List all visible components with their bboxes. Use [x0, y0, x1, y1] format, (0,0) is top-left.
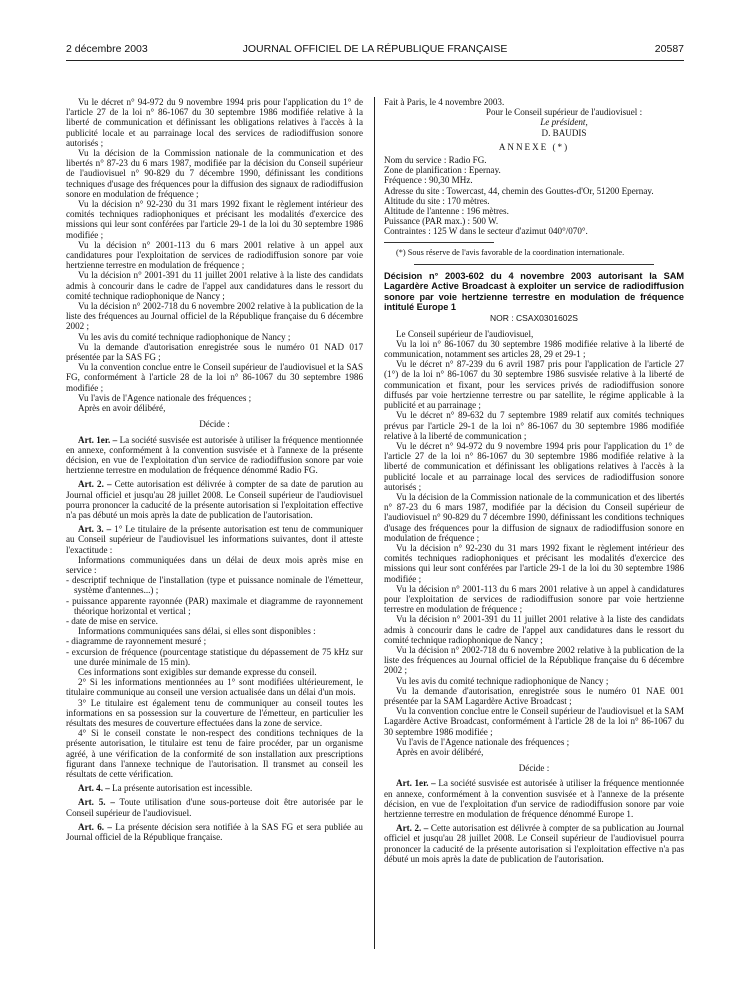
article-label: Art. 2. –: [396, 823, 429, 834]
article-label: Art. 2. –: [78, 479, 112, 490]
visa-paragraph: Vu l'avis de l'Agence nationale des fréquences ;: [396, 736, 570, 747]
article-4: [66, 783, 363, 793]
visa-paragraph: Vu la décision n° 92-230 du 31 mars 1992 fixant le règlement intérieur des comités techniques radiophoniques et précisant les modalités d'exercice des missions qui leur sont conférées par l'article 29-1 de la loi du 30 septembre 1986 modifiée ;: [66, 199, 363, 240]
visa-paragraph: Vu la décision n° 2001-113 du 6 mars 2001 relative à un appel aux candidatures pour l'exploitation de services de radiodiffusion sonore par voie hertzienne terrestre en modulation de fréquence ;: [66, 239, 363, 271]
annex-item: Nom du service : Radio FG.: [384, 155, 487, 166]
right-column: [384, 97, 684, 864]
article-text: Cette autorisation est délivrée à compter de sa date de parution au Journal officiel et jusqu'au 28 juillet 2008. Le Conseil supérieur de l'audiovisuel pourra prononcer la caducité de la présente autorisation si l'exploitation effective n'a pas débuté un mois après la date de publication de l'autorisation.: [66, 479, 364, 520]
article-text: 1° Le titulaire de la présente autorisation est tenu de communiquer au Conseil supérieur de l'audiovisuel les informations suivantes, dont il atteste l'exactitude :: [66, 524, 363, 555]
paragraph: 2° Si les informations mentionnées au 1° sont modifiées ultérieurement, le titulaire communique au conseil une version actualisée dans un délai d'un mois.: [66, 677, 363, 698]
footnote: (*) Sous réserve de l'avis favorable de la coordination internationale.: [396, 247, 625, 257]
signature-name: D. BAUDIS: [541, 127, 587, 138]
decide-heading: Décide :: [518, 763, 550, 774]
annex-item: Zone de planification : Epernay.: [384, 165, 501, 176]
annex-item: Altitude du site : 170 mètres.: [384, 195, 490, 206]
visa-paragraph: Vu la décision n° 2002-718 du 6 novembre 2002 relative à la publication de la liste des fréquences au Journal officiel de la République française du 6 décembre 2002 ;: [384, 644, 684, 676]
annex-item: Fréquence : 90,30 MHz.: [384, 175, 473, 186]
article-label: Art. 1er. –: [396, 778, 436, 789]
nor-reference: NOR : CSAX0301602S: [490, 313, 578, 324]
signature-role: Le président,: [540, 117, 588, 128]
visa-paragraph: Vu la demande d'autorisation enregistrée sous le numéro 01 NAD 017 présentée par la SAS FG ;: [66, 341, 363, 363]
paragraph: 3° Le titulaire est également tenu de communiquer au conseil toutes les informations en sa possession sur la couverture de l'émetteur, en particulier les résultats des mesures de couverture effectuées dans la zone de service.: [66, 697, 363, 728]
visa-paragraph: Vu la demande d'autorisation, enregistrée sous le numéro 01 NAE 001 présentée par la SAM Lagardère Active Broadcast ;: [384, 685, 684, 706]
decide-heading: Décide :: [199, 419, 230, 430]
deliberation: Après en avoir délibéré,: [78, 403, 166, 414]
visa-paragraph: Vu la décision de la Commission nationale de la communication et des libertés n° 87-23 du 6 mars 1987, modifiée par la décision du Conseil supérieur de l'audiovisuel n° 90-829 du 7 décembre 1990, définissant les conditions techniques d'usage des fréquences pour la diffusion des signaux de radiodiffusion sonore en modulation de fréquence ;: [66, 148, 363, 199]
article-label: Art. 3. –: [78, 524, 112, 535]
info-heading: Informations communiquées sans délai, si elles sont disponibles :: [78, 626, 316, 637]
visa-paragraph: Vu le décret n° 94-972 du 9 novembre 1994 pris pour l'application du 1° de l'article 27 de la loi n° 86-1067 du 30 septembre 1986 modifiée relative à la liberté de communication et définissant les obligations relatives à l'accès à la publicité locale et au parrainage local des services de radiodiffusion sonore autorisés ;: [384, 440, 684, 492]
visa-paragraph: Vu la convention conclue entre le Conseil supérieur de l'audiovisuel et la SAM Lagardère Active Broadcast, conformément à l'article 28 de la loi n° 86-1067 du 30 septembre 1986 modifiée ;: [384, 706, 684, 737]
article-5: [66, 797, 363, 817]
annex-item: Puissance (PAR max.) : 500 W.: [384, 216, 499, 227]
article-text: Toute utilisation d'une sous-porteuse doit être autorisée par le Conseil supérieur de l'audiovisuel.: [66, 797, 364, 818]
list-item: - puissance apparente rayonnée (PAR) maximale et diagramme de rayonnement théorique horizontal et vertical ;: [66, 595, 363, 616]
signature-for: Pour le Conseil supérieur de l'audiovisuel :: [485, 107, 643, 118]
visa-paragraph: Vu la décision n° 2001-113 du 6 mars 2001 relative à un appel à candidatures pour l'exploitation de services de radiodiffusion sonore par voie hertzienne terrestre en modulation de fréquence ;: [384, 583, 684, 615]
page-number: 20587: [654, 43, 684, 55]
article-1: [384, 778, 684, 819]
article-text: La présente décision sera notifiée à la SAS FG et sera publiée au Journal officiel de la République française.: [66, 821, 363, 843]
article-label: Art. 1er. –: [78, 434, 118, 445]
article-text: La société susvisée est autorisée à utiliser la fréquence mentionnée en annexe, conformément à la convention susvisée et à l'annexe de la présente décision, en vue de l'exploitation d'un service de radiodiffusion sonore par voie hertzienne terrestre en modulation de fréquence dénommé Europe 1.: [384, 778, 684, 820]
visa-paragraph: Vu la décision n° 2001-391 du 11 juillet 2001 relative à la liste des candidats admis à concourir dans le cadre de l'appel aux candidatures dans le ressort du comité technique radiophonique de Nancy ;: [66, 270, 363, 301]
annex-item: Contraintes : 125 W dans le secteur d'azimut 040°/070°.: [384, 226, 588, 237]
article-2: [66, 479, 363, 520]
visa-paragraph: Vu le décret n° 94-972 du 9 novembre 1994 pris pour l'application du 1° de l'article 27 de la loi n° 86-1067 du 30 septembre 1986 modifiée relative à la liberté de communication et définissant les obligations relatives à l'accès à la publicité locale et au parrainage local des services de radiodiffusion sonore autorisés ;: [66, 97, 363, 148]
article-3: [66, 524, 363, 555]
annex-heading: ANNEXE (*): [498, 141, 570, 152]
visa-paragraph: Vu la loi n° 86-1067 du 30 septembre 1986 modifiée relative à la liberté de communication, notamment ses articles 28, 29 et 29-1 ;: [384, 338, 684, 360]
annex-item: Adresse du site : Towercast, 44, chemin des Gouttes-d'Or, 51200 Epernay.: [384, 185, 654, 196]
deliberation: Après en avoir délibéré,: [396, 747, 484, 757]
article-label: Art. 6. –: [78, 821, 112, 832]
article-2: [384, 823, 684, 864]
journal-title: JOURNAL OFFICIEL DE LA RÉPUBLIQUE FRANÇAISE: [242, 43, 508, 55]
article-label: Art. 4. –: [78, 783, 110, 794]
signature-place-date: Fait à Paris, le 4 novembre 2003.: [384, 97, 505, 107]
visa-paragraph: Vu les avis du comité technique radiophonique de Nancy ;: [396, 675, 609, 686]
visa-paragraph: Vu la décision n° 2001-391 du 11 juillet 2001 relative à la liste des candidats admis à concourir dans le cadre de l'appel aux candidatures dans le ressort du comité technique radiophonique de Nancy ;: [384, 614, 684, 645]
visa-paragraph: Vu la décision n° 2002-718 du 6 novembre 2002 relative à la publication de la liste des fréquences au Journal officiel de la République française du 6 décembre 2002 ;: [66, 301, 363, 332]
list-item: - descriptif technique de l'installation (type et puissance nominale de l'émetteur, système d'antennes...) ;: [66, 575, 363, 596]
decision-title: Décision n° 2003-602 du 4 novembre 2003 autorisant la SAM Lagardère Active Broadcast à exploiter un service de radiodiffusion sonore par voie hertzienne terrestre en modulation de fréquence intitulé Europe 1: [384, 270, 684, 313]
visa-paragraph: Vu le décret n° 89-632 du 7 septembre 1989 relatif aux comités techniques prévus par l'article 29-1 de la loi n° 86-1067 du 30 septembre 1986 modifiée relative à la liberté de communication ;: [384, 410, 684, 441]
visa-paragraph: Vu la convention conclue entre le Conseil supérieur de l'audiovisuel et la SAS FG, conformément à l'article 28 de la loi n° 86-1067 du 30 septembre 1986 modifiée ;: [66, 362, 363, 393]
header-rule: [66, 60, 684, 61]
paragraph: 4° Si le conseil constate le non-respect des conditions techniques de la présente autorisation, le titulaire est tenu de faire procéder, par un organisme agréé, à une vérification de la conformité de son installation aux prescriptions figurant dans l'annexe technique de l'autorisation. Il transmet au conseil les résultats de cette vérification.: [66, 728, 363, 779]
article-1: [66, 435, 363, 476]
article-text: La société susvisée est autorisée à utiliser la fréquence mentionnée en annexe, conformément à la convention susvisée et à l'annexe de la présente décision, en vue de l'exploitation d'un service de radiodiffusion sonore par voie hertzienne terrestre en modulation de fréquence dénommé Radio FG.: [66, 434, 363, 476]
header-date: 2 décembre 2003: [66, 43, 148, 55]
article-6: [66, 822, 363, 842]
list-item: - date de mise en service.: [66, 615, 158, 626]
article-text: Cette autorisation est délivrée à compter de sa publication au Journal officiel et jusqu'au 28 juillet 2008. Le Conseil supérieur de l'audiovisuel pourra prononcer la caducité de la présente autorisation si l'exploitation effective n'a pas débuté un mois après la date de publication de l'autorisation.: [384, 823, 684, 864]
visa-paragraph: Vu le décret n° 87-239 du 6 avril 1987 pris pour l'application de l'article 27 (1°) de la loi n° 86-1067 du 30 septembre 1986 susvisée relative à la liberté de communication et fixant, pour les services privés de radiodiffusion sonore diffusés par voie hertzienne terrestre ou par satellite, le régime applicable à la publicité et au parrainage ;: [384, 359, 684, 411]
issuer: Le Conseil supérieur de l'audiovisuel,: [396, 328, 534, 339]
info-heading: Informations communiquées dans un délai de deux mois après mise en service :: [66, 554, 363, 575]
page-header: [66, 43, 684, 59]
list-item: - excursion de fréquence (pourcentage statistique du dépassement de 75 kHz sur une durée minimale de 15 min).: [66, 646, 363, 667]
footnote-rule: [384, 242, 494, 243]
column-divider: [374, 97, 375, 949]
annex-item: Altitude de l'antenne : 196 mètres.: [384, 206, 509, 217]
article-text: La présente autorisation est incessible.: [112, 783, 253, 794]
paragraph: Ces informations sont exigibles sur demande expresse du conseil.: [78, 666, 317, 677]
left-column: [66, 97, 363, 842]
visa-paragraph: Vu la décision n° 92-230 du 31 mars 1992 fixant le règlement intérieur des comités techniques radiophoniques et précisant les modalités d'exercice des missions qui leur sont conférées par l'article 29-1 de la loi du 30 septembre 1986 modifiée ;: [384, 542, 684, 584]
visa-paragraph: Vu les avis du comité technique radiophonique de Nancy ;: [78, 331, 291, 342]
section-separator: [414, 264, 654, 265]
article-label: Art. 5. –: [78, 797, 115, 808]
visa-paragraph: Vu l'avis de l'Agence nationale des fréquences ;: [78, 392, 252, 403]
visa-paragraph: Vu la décision de la Commission nationale de la communication et des libertés n° 87-23 du 6 mars 1987, modifiée par la décision du Conseil supérieur de l'audiovisuel n° 90-829 du 7 décembre 1990, définissant les conditions techniques d'usage des fréquences pour la diffusion de signaux de radiodiffusion sonore en modulation de fréquence ;: [384, 491, 684, 543]
list-item: - diagramme de rayonnement mesuré ;: [66, 636, 207, 647]
